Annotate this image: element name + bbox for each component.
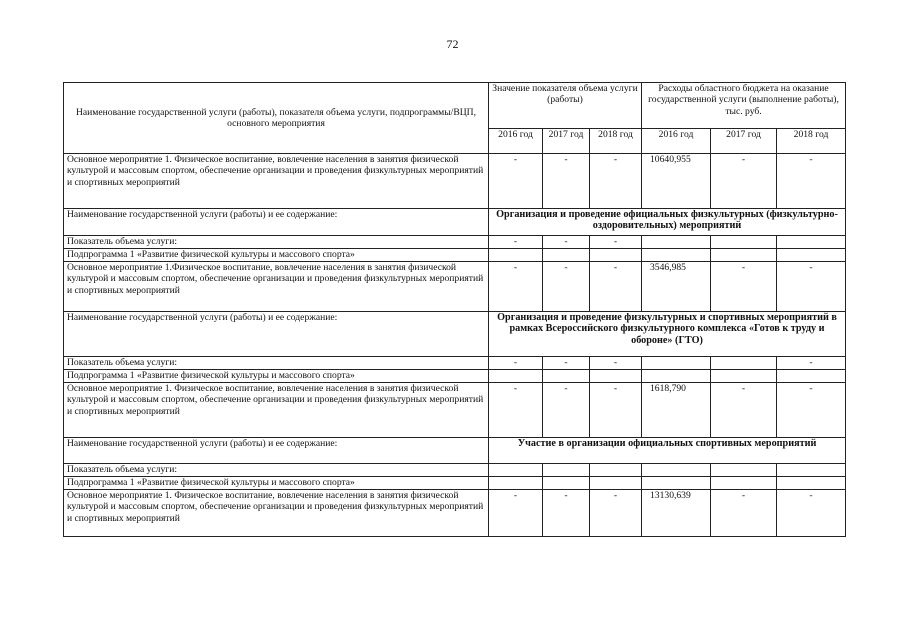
value-cell: - xyxy=(543,357,590,370)
year-header: 2018 год xyxy=(590,129,642,154)
col-header-expenses: Расходы областного бюджета на оказание государственной услуги (выполнение работы), тыс. руб. xyxy=(642,83,846,129)
empty-cell xyxy=(489,477,543,490)
value-cell: - xyxy=(711,262,777,312)
value-cell: - xyxy=(543,262,590,312)
empty-cell xyxy=(590,249,642,262)
indicator-row xyxy=(64,236,846,249)
value-cell: - xyxy=(590,262,642,312)
value-cell: - xyxy=(590,236,642,249)
year-header: 2017 год xyxy=(711,129,777,154)
col-header-name: Наименование государственной услуги (работы), показателя объема услуги, подпрограммы/ВЦП, основного мероприятия xyxy=(64,83,489,154)
value-cell: - xyxy=(543,236,590,249)
empty-cell xyxy=(642,249,711,262)
value-cell xyxy=(590,464,642,477)
value-cell xyxy=(777,236,846,249)
service-name-label: Наименование государственной услуги (работы) и ее содержание: xyxy=(64,438,489,464)
value-cell: - xyxy=(777,154,846,209)
value-cell xyxy=(642,236,711,249)
value-cell: - xyxy=(711,154,777,209)
value-cell: 13130,639 xyxy=(642,490,711,537)
service-name-label: Наименование государственной услуги (работы) и ее содержание: xyxy=(64,312,489,357)
service-title: Организация и проведение официальных физкультурных (физкультурно-оздоровительных) мероприятий xyxy=(489,209,846,236)
value-cell: - xyxy=(777,383,846,438)
year-header: 2017 год xyxy=(543,129,590,154)
subprogram-row xyxy=(64,477,846,490)
value-cell xyxy=(777,464,846,477)
value-cell xyxy=(711,464,777,477)
empty-cell xyxy=(543,370,590,383)
empty-cell xyxy=(711,370,777,383)
service-name-row xyxy=(64,438,846,452)
subprogram-label: Подпрограмма 1 «Развитие физической культуры и массового спорта» xyxy=(64,477,489,490)
year-header: 2016 год xyxy=(489,129,543,154)
indicator-label: Показатель объема услуги: xyxy=(64,357,489,370)
activity-text: Основное мероприятие 1.Физическое воспитание, вовлечение населения в занятия физической культурой и массовым спортом, обеспечение организации и проведения физкультурных мероприятий и спортивных мероприятий xyxy=(64,262,489,312)
activity-row xyxy=(64,262,846,312)
value-cell: - xyxy=(543,154,590,209)
empty-cell xyxy=(543,477,590,490)
empty-cell xyxy=(777,370,846,383)
activity-row xyxy=(64,154,846,209)
activity-text: Основное мероприятие 1. Физическое воспитание, вовлечение населения в занятия физической культурой и массовым спортом, обеспечение организации и проведения физкультурных мероприятий и спортивных мероприятий xyxy=(64,154,489,209)
year-header: 2016 год xyxy=(642,129,711,154)
value-cell: - xyxy=(777,490,846,537)
value-cell: - xyxy=(590,383,642,438)
value-cell: - xyxy=(590,154,642,209)
activity-text: Основное мероприятие 1. Физическое воспитание, вовлечение населения в занятия физической культурой и массовым спортом, обеспечение организации и проведения физкультурных мероприятий и спортивных мероприятий xyxy=(64,490,489,537)
indicator-row xyxy=(64,464,846,477)
value-cell: - xyxy=(777,262,846,312)
indicator-label: Показатель объема услуги: xyxy=(64,464,489,477)
empty-cell xyxy=(489,249,543,262)
empty-cell xyxy=(642,370,711,383)
activity-row xyxy=(64,383,846,438)
value-cell: - xyxy=(711,383,777,438)
value-cell xyxy=(489,464,543,477)
empty-cell xyxy=(711,477,777,490)
table-body xyxy=(64,83,846,537)
value-cell: - xyxy=(590,357,642,370)
activity-text: Основное мероприятие 1. Физическое воспитание, вовлечение населения в занятия физической культурой и массовым спортом, обеспечение организации и проведения физкультурных мероприятий и спортивных мероприятий xyxy=(64,383,489,438)
value-cell: - xyxy=(489,154,543,209)
value-cell: - xyxy=(489,490,543,537)
year-header: 2018 год xyxy=(777,129,846,154)
value-cell xyxy=(642,464,711,477)
empty-cell xyxy=(711,249,777,262)
service-name-row xyxy=(64,209,846,233)
value-cell xyxy=(711,236,777,249)
value-cell: 10640,955 xyxy=(642,154,711,209)
value-cell: - xyxy=(543,490,590,537)
value-cell: - xyxy=(489,262,543,312)
empty-cell xyxy=(642,477,711,490)
service-name-row xyxy=(64,312,846,339)
service-name-label: Наименование государственной услуги (работы) и ее содержание: xyxy=(64,209,489,236)
services-table xyxy=(63,82,846,537)
value-cell xyxy=(711,357,777,370)
empty-cell xyxy=(590,370,642,383)
value-cell: - xyxy=(590,490,642,537)
empty-cell xyxy=(543,249,590,262)
empty-cell xyxy=(777,477,846,490)
value-cell: 3546,985 xyxy=(642,262,711,312)
indicator-label: Показатель объема услуги: xyxy=(64,236,489,249)
value-cell: - xyxy=(543,383,590,438)
subprogram-row xyxy=(64,370,846,383)
subprogram-label: Подпрограмма 1 «Развитие физической культуры и массового спорта» xyxy=(64,249,489,262)
value-cell xyxy=(543,464,590,477)
service-title: Организация и проведение физкультурных и спортивных мероприятий в рамках Всероссийского физкультурного комплекса «Готов к труду и обороне» (ГТО) xyxy=(489,312,846,357)
value-cell xyxy=(642,357,711,370)
subprogram-label: Подпрограмма 1 «Развитие физической культуры и массового спорта» xyxy=(64,370,489,383)
value-cell: - xyxy=(489,383,543,438)
indicator-row xyxy=(64,357,846,370)
subprogram-row xyxy=(64,249,846,262)
value-cell: - xyxy=(489,236,543,249)
value-cell: - xyxy=(489,357,543,370)
service-title: Участие в организации официальных спортивных мероприятий xyxy=(489,438,846,464)
value-cell: - xyxy=(777,357,846,370)
header-row xyxy=(64,83,846,129)
activity-row xyxy=(64,490,846,537)
empty-cell xyxy=(489,370,543,383)
col-header-volume: Значение показателя объема услуги (работы) xyxy=(489,83,642,129)
value-cell: 1618,790 xyxy=(642,383,711,438)
empty-cell xyxy=(590,477,642,490)
page-number: 72 xyxy=(446,37,459,51)
empty-cell xyxy=(777,249,846,262)
value-cell: - xyxy=(711,490,777,537)
